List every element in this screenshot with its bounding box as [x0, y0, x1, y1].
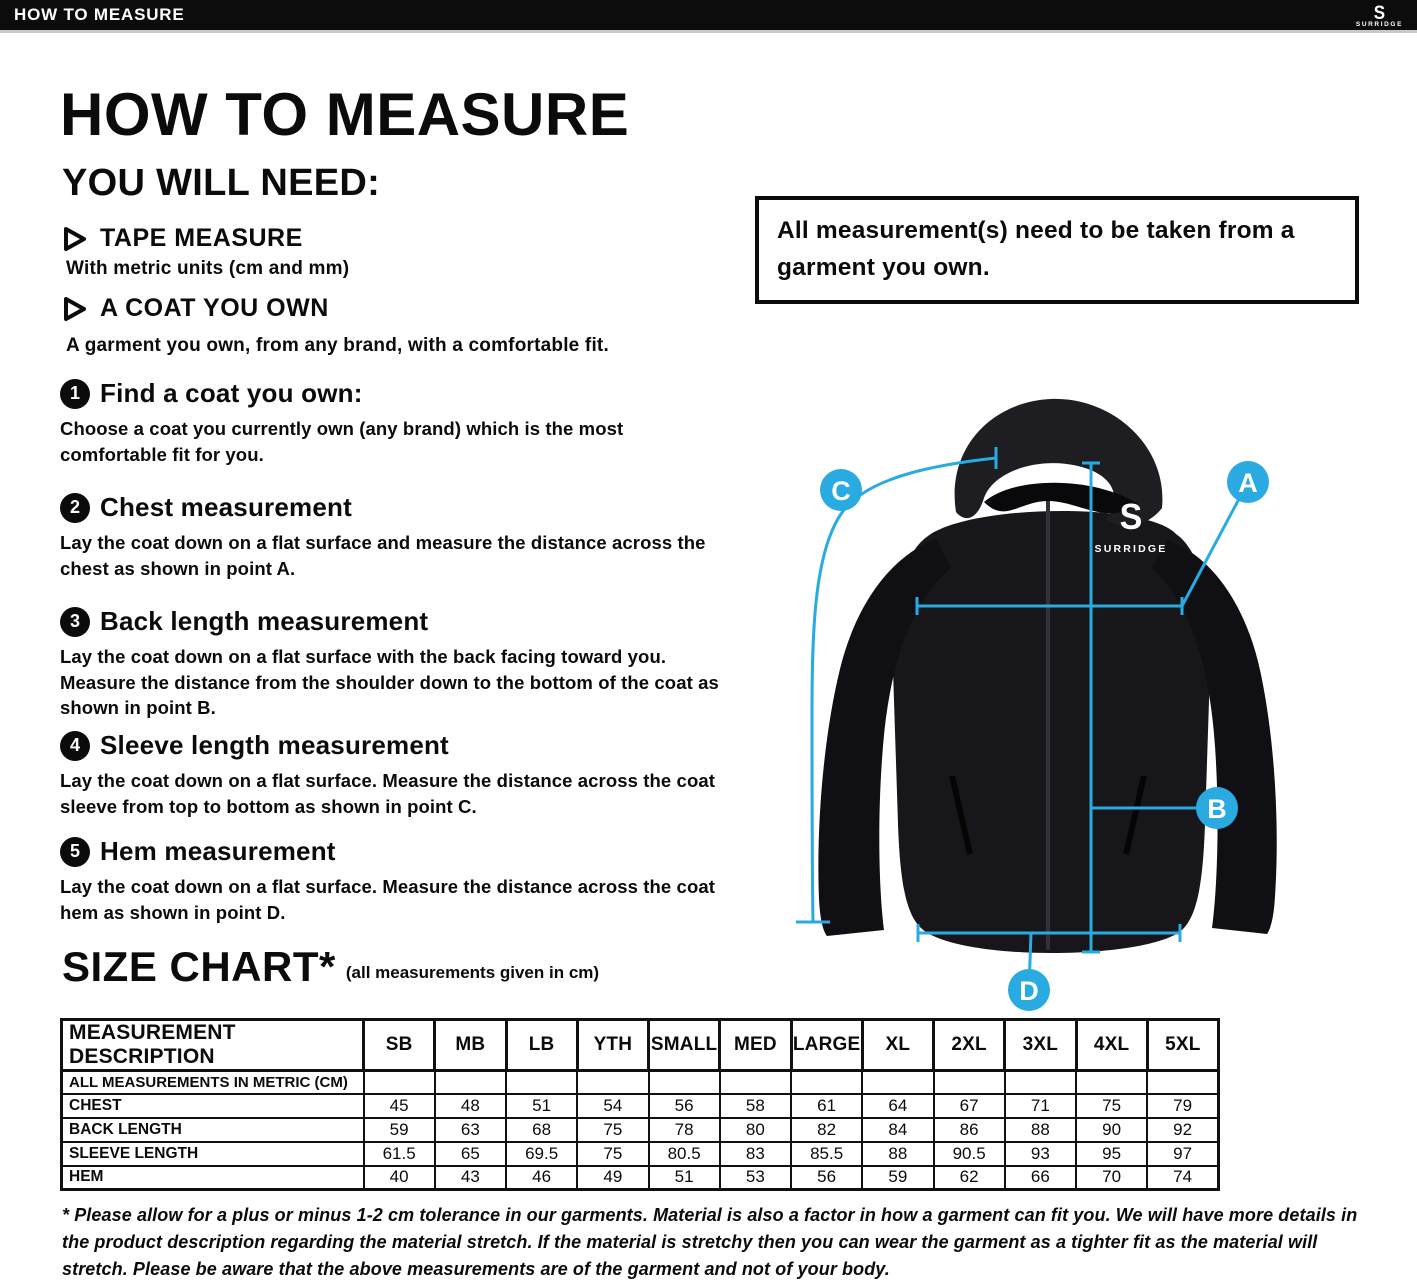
value-cell: 82 [791, 1118, 862, 1142]
top-bar-title: HOW TO MEASURE [14, 5, 185, 24]
row-label-cell: SLEEVE LENGTH [62, 1142, 364, 1166]
step-head [60, 378, 745, 409]
step-number-badge: 2 [60, 493, 90, 523]
value-cell: 59 [364, 1118, 435, 1142]
value-cell: 84 [862, 1118, 933, 1142]
need-item-coat [62, 294, 742, 357]
value-cell: 79 [1147, 1094, 1218, 1118]
col-header-size: 5XL [1147, 1020, 1218, 1071]
value-cell: 95 [1076, 1142, 1147, 1166]
value-cell: 48 [435, 1094, 506, 1118]
jacket-illustration [756, 384, 1404, 1036]
step-head [60, 836, 745, 867]
value-cell: 78 [649, 1118, 720, 1142]
value-cell: 53 [720, 1166, 791, 1190]
value-cell: 90 [1076, 1118, 1147, 1142]
value-cell: 40 [364, 1166, 435, 1190]
size-chart-title: SIZE CHART* [62, 943, 336, 990]
col-header-size: 4XL [1076, 1020, 1147, 1071]
value-cell: 61 [791, 1094, 862, 1118]
page-title: HOW TO MEASURE [60, 81, 630, 148]
marker-d-label: D [1019, 976, 1039, 1006]
value-cell: 74 [1147, 1166, 1218, 1190]
col-header-size: SB [364, 1020, 435, 1071]
value-cell: 67 [934, 1094, 1005, 1118]
col-header-size: LB [506, 1020, 577, 1071]
value-cell: 85.5 [791, 1142, 862, 1166]
value-cell: 92 [1147, 1118, 1218, 1142]
value-cell: 63 [435, 1118, 506, 1142]
footnote: * Please allow for a plus or minus 1-2 cm tolerance in our garments. Material is also a factor in how a garment can fit you. We will have more details in the product description regarding the material stretch. If the material is stretchy then you can wear the garment as a tighter fit as the material will stretch. Please be aware that the above measurements are of the garment and not of your body. [62, 1205, 1358, 1279]
value-cell: 88 [862, 1142, 933, 1166]
value-cell: 90.5 [934, 1142, 1005, 1166]
value-cell: 80 [720, 1118, 791, 1142]
value-cell: 64 [862, 1094, 933, 1118]
empty-cell [791, 1071, 862, 1094]
empty-cell [720, 1071, 791, 1094]
empty-cell [649, 1071, 720, 1094]
size-chart-heading [62, 943, 600, 990]
value-cell: 75 [577, 1118, 648, 1142]
need-item-description: With metric units (cm and mm) [66, 258, 350, 279]
value-cell: 68 [506, 1118, 577, 1142]
jacket-zipper [1046, 492, 1050, 950]
row-label-cell: HEM [62, 1166, 364, 1190]
step-head [60, 492, 745, 523]
col-header-size: XL [862, 1020, 933, 1071]
you-will-need-heading: YOU WILL NEED: [62, 162, 381, 204]
step-4 [60, 730, 745, 819]
col-header-size: 3XL [1005, 1020, 1076, 1071]
top-bar [0, 0, 1417, 33]
triangle-bullet-icon [62, 296, 88, 322]
surridge-monogram-icon: S [1373, 1, 1386, 24]
value-cell: 75 [577, 1142, 648, 1166]
step-number-badge: 3 [60, 607, 90, 637]
metric-note-row [62, 1071, 1219, 1094]
col-header-size: LARGE [791, 1020, 862, 1071]
step-title: Chest measurement [100, 492, 352, 522]
value-cell: 80.5 [649, 1142, 720, 1166]
step-title: Find a coat you own: [100, 378, 363, 408]
step-title: Sleeve length measurement [100, 730, 449, 760]
value-cell: 51 [506, 1094, 577, 1118]
value-cell: 62 [934, 1166, 1005, 1190]
callout-text: All measurement(s) need to be taken from a garment you own. [777, 217, 1295, 281]
callout-box [755, 196, 1359, 304]
empty-cell [364, 1071, 435, 1094]
size-row [62, 1166, 1219, 1190]
step-5 [60, 836, 745, 925]
step-body: Lay the coat down on a flat surface. Measure the distance across the coat sleeve from top to bottom as shown in point C. [60, 770, 715, 817]
step-1 [60, 378, 745, 467]
size-row [62, 1118, 1219, 1142]
surridge-wordmark: SURRIDGE [1355, 20, 1403, 28]
need-item-head [62, 224, 742, 253]
step-body: Choose a coat you currently own (any brand) which is the most comfortable fit for you. [60, 418, 624, 465]
empty-cell [862, 1071, 933, 1094]
need-item-label: TAPE MEASURE [100, 224, 303, 252]
value-cell: 49 [577, 1166, 648, 1190]
col-header-size: SMALL [649, 1020, 720, 1071]
col-header-size: MB [435, 1020, 506, 1071]
need-item-head [62, 294, 742, 323]
value-cell: 65 [435, 1142, 506, 1166]
col-header-description: MEASUREMENT DESCRIPTION [62, 1020, 364, 1071]
size-row [62, 1142, 1219, 1166]
step-body: Lay the coat down on a flat surface with the back facing toward you. Measure the distance from the shoulder down to the bottom of the coat as shown in point B. [60, 646, 719, 719]
empty-cell [435, 1071, 506, 1094]
row-label-cell: CHEST [62, 1094, 364, 1118]
step-3 [60, 606, 745, 721]
value-cell: 58 [720, 1094, 791, 1118]
step-number-badge: 1 [60, 379, 90, 409]
garment-monogram: S [1119, 497, 1143, 538]
size-row [62, 1094, 1219, 1118]
value-cell: 46 [506, 1166, 577, 1190]
step-body: Lay the coat down on a flat surface. Measure the distance across the coat hem as shown in point D. [60, 876, 715, 923]
empty-cell [1005, 1071, 1076, 1094]
value-cell: 56 [791, 1166, 862, 1190]
surridge-logo [1355, 1, 1403, 29]
value-cell: 83 [720, 1142, 791, 1166]
value-cell: 56 [649, 1094, 720, 1118]
step-number-badge: 5 [60, 837, 90, 867]
need-item-tape-measure [62, 224, 742, 280]
col-header-size: 2XL [934, 1020, 1005, 1071]
step-title: Hem measurement [100, 836, 336, 866]
value-cell: 45 [364, 1094, 435, 1118]
row-label-cell: BACK LENGTH [62, 1118, 364, 1142]
step-head [60, 606, 745, 637]
marker-b-label: B [1207, 794, 1227, 824]
empty-cell [1147, 1071, 1218, 1094]
value-cell: 54 [577, 1094, 648, 1118]
step-number-badge: 4 [60, 731, 90, 761]
empty-cell [934, 1071, 1005, 1094]
empty-cell [577, 1071, 648, 1094]
jacket-measurement-diagram [756, 384, 1404, 1036]
metric-note-cell: ALL MEASUREMENTS IN METRIC (CM) [62, 1071, 364, 1094]
value-cell: 61.5 [364, 1142, 435, 1166]
value-cell: 66 [1005, 1166, 1076, 1190]
value-cell: 93 [1005, 1142, 1076, 1166]
value-cell: 70 [1076, 1166, 1147, 1190]
step-head [60, 730, 745, 761]
need-item-description: A garment you own, from any brand, with a comfortable fit. [66, 335, 609, 356]
value-cell: 86 [934, 1118, 1005, 1142]
value-cell: 88 [1005, 1118, 1076, 1142]
empty-cell [1076, 1071, 1147, 1094]
marker-c-label: C [831, 476, 851, 506]
step-body: Lay the coat down on a flat surface and measure the distance across the chest as shown in point A. [60, 532, 706, 579]
header-row [62, 1020, 1219, 1071]
step-title: Back length measurement [100, 606, 429, 636]
triangle-bullet-icon [62, 226, 88, 252]
marker-a-label: A [1238, 468, 1258, 498]
size-chart-table [60, 1018, 1220, 1191]
size-chart-subtitle: (all measurements given in cm) [345, 963, 600, 982]
value-cell: 71 [1005, 1094, 1076, 1118]
need-item-label: A COAT YOU OWN [100, 294, 329, 322]
value-cell: 69.5 [506, 1142, 577, 1166]
step-2 [60, 492, 745, 581]
value-cell: 59 [862, 1166, 933, 1190]
value-cell: 75 [1076, 1094, 1147, 1118]
col-header-size: MED [720, 1020, 791, 1071]
col-header-size: YTH [577, 1020, 648, 1071]
value-cell: 97 [1147, 1142, 1218, 1166]
value-cell: 43 [435, 1166, 506, 1190]
garment-wordmark: SURRIDGE [1094, 543, 1168, 555]
value-cell: 51 [649, 1166, 720, 1190]
empty-cell [506, 1071, 577, 1094]
